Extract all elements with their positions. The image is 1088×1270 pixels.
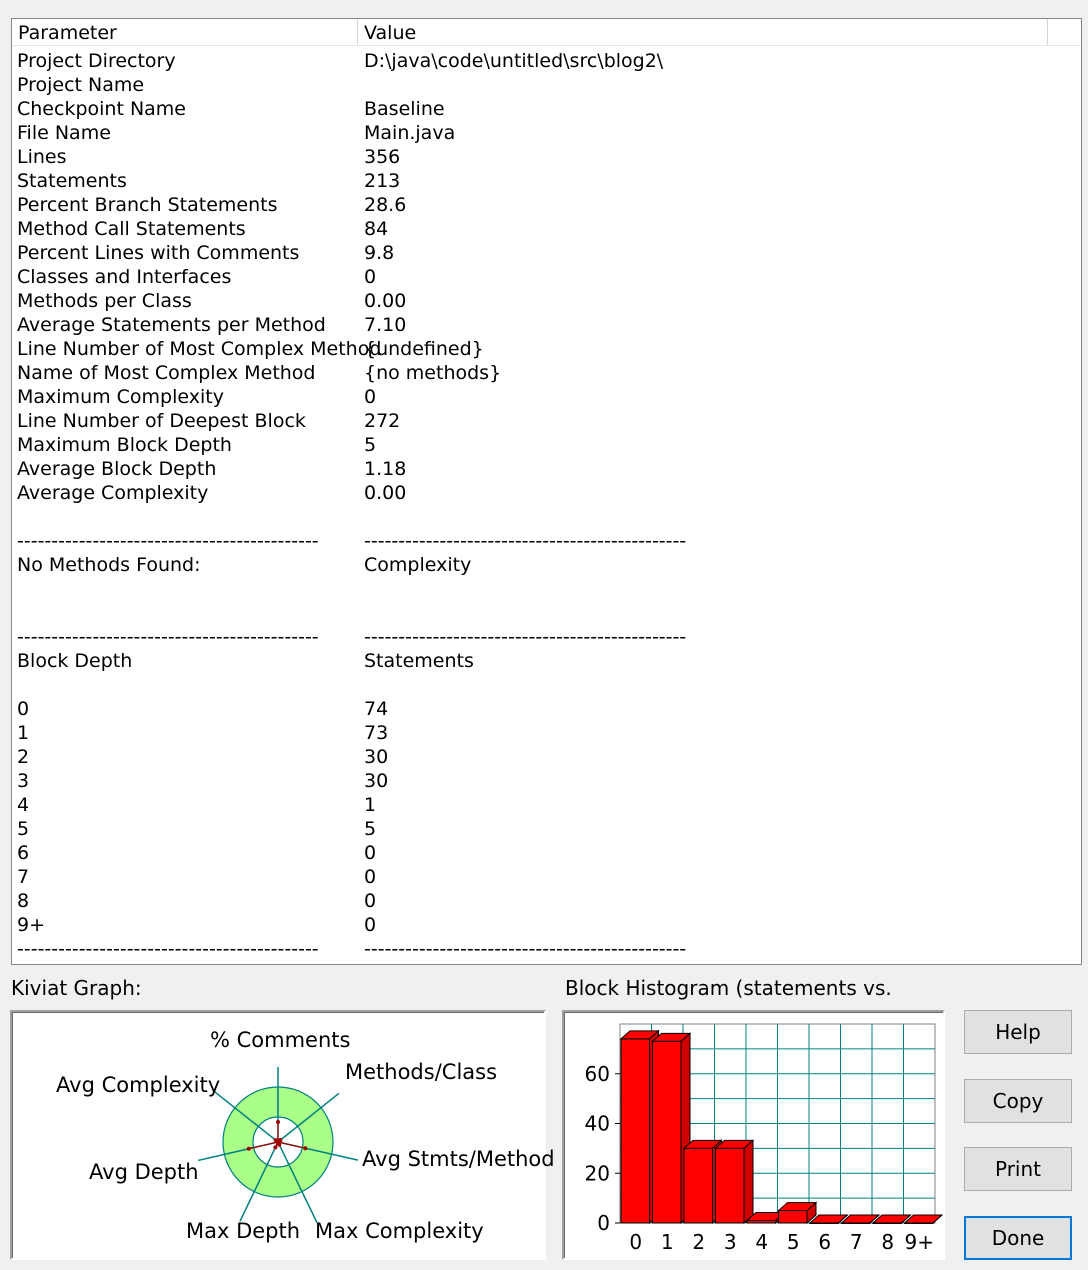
value-cell: 0.00 (364, 290, 407, 312)
histogram-bar (779, 1203, 817, 1223)
list-row[interactable] (12, 505, 1081, 529)
kiviat-value-point (276, 1120, 280, 1124)
value-cell: D:\java\code\untitled\src\blog2\ (364, 50, 664, 72)
kiviat-value-point (303, 1146, 307, 1150)
histogram-bar (716, 1140, 754, 1223)
list-row[interactable] (12, 553, 1081, 577)
value-cell: 74 (364, 698, 389, 720)
value-cell: ----------------------------------------------- (364, 530, 687, 552)
column-header-value[interactable]: Value (358, 19, 1048, 45)
histogram-x-tick-label: 7 (849, 1230, 863, 1254)
kiviat-value-point (273, 1145, 277, 1149)
histogram-x-tick-label: 6 (818, 1230, 832, 1254)
value-cell: 84 (364, 218, 389, 240)
parameter-cell: Name of Most Complex Method (17, 362, 316, 384)
list-row[interactable] (12, 601, 1081, 625)
value-cell: Main.java (364, 122, 456, 144)
parameter-cell: 9+ (17, 914, 46, 936)
histogram-x-tick-label: 0 (629, 1230, 643, 1254)
value-cell: 5 (364, 818, 377, 840)
parameter-cell: Line Number of Deepest Block (17, 410, 306, 432)
value-cell: ----------------------------------------------- (364, 938, 687, 960)
value-cell: 356 (364, 146, 401, 168)
list-row[interactable] (12, 313, 1081, 337)
help-button[interactable]: Help (964, 1010, 1072, 1054)
list-row[interactable] (12, 49, 1081, 73)
parameter-cell: Lines (17, 146, 67, 168)
histogram-y-tick-label: 0 (597, 1211, 610, 1235)
value-cell: {no methods} (364, 362, 502, 384)
value-cell: Baseline (364, 98, 445, 120)
metrics-list-view[interactable] (11, 18, 1082, 965)
histogram-panel (562, 1010, 945, 1260)
value-cell: 9.8 (364, 242, 395, 264)
parameter-cell: Checkpoint Name (17, 98, 186, 120)
histogram-x-tick-label: 4 (755, 1230, 769, 1254)
kiviat-label-max-complexity: Max Complexity (315, 1219, 484, 1243)
parameter-cell: 3 (17, 770, 30, 792)
column-header-filler (1048, 19, 1082, 45)
parameter-cell: Project Directory (17, 50, 176, 72)
kiviat-value-point (247, 1147, 251, 1151)
kiviat-label-methods-class: Methods/Class (345, 1060, 498, 1084)
histogram-x-tick-label: 1 (660, 1230, 674, 1254)
value-cell: 0 (364, 386, 377, 408)
value-cell: {undefined} (364, 338, 484, 360)
value-cell: 0 (364, 266, 377, 288)
list-row[interactable] (12, 169, 1081, 193)
list-row[interactable] (12, 97, 1081, 121)
value-cell: 272 (364, 410, 401, 432)
list-row[interactable] (12, 793, 1081, 817)
kiviat-label-max-depth: Max Depth (186, 1219, 301, 1243)
parameter-cell: 8 (17, 890, 30, 912)
column-header-parameter[interactable]: Parameter (12, 19, 358, 45)
list-row[interactable] (12, 673, 1081, 697)
list-row[interactable] (12, 577, 1081, 601)
list-row[interactable] (12, 361, 1081, 385)
parameter-cell: Classes and Interfaces (17, 266, 232, 288)
parameter-cell: Percent Lines with Comments (17, 242, 300, 264)
value-cell: 0.00 (364, 482, 407, 504)
value-cell: 0 (364, 914, 377, 936)
value-cell: 30 (364, 746, 389, 768)
parameter-cell: No Methods Found: (17, 554, 201, 576)
value-cell: 1 (364, 794, 377, 816)
list-row[interactable] (12, 841, 1081, 865)
list-row[interactable] (12, 385, 1081, 409)
print-button[interactable]: Print (964, 1147, 1072, 1191)
parameter-cell: 7 (17, 866, 30, 888)
parameter-cell: 1 (17, 722, 30, 744)
parameter-cell: Maximum Complexity (17, 386, 224, 408)
value-cell: 73 (364, 722, 389, 744)
histogram-x-tick-label: 5 (786, 1230, 800, 1254)
value-cell: 7.10 (364, 314, 407, 336)
list-row[interactable] (12, 433, 1081, 457)
list-row[interactable] (12, 769, 1081, 793)
parameter-cell: Percent Branch Statements (17, 194, 278, 216)
kiviat-label-avg-stmts: Avg Stmts/Method (362, 1147, 555, 1171)
histogram-x-tick-label: 3 (723, 1230, 737, 1254)
kiviat-graph-panel (10, 1010, 555, 1260)
copy-button[interactable]: Copy (964, 1079, 1072, 1123)
list-row[interactable] (12, 913, 1081, 937)
parameter-cell: 0 (17, 698, 30, 720)
parameter-cell: Block Depth (17, 650, 133, 672)
list-row[interactable] (12, 649, 1081, 673)
list-row[interactable] (12, 889, 1081, 913)
parameter-cell: File Name (17, 122, 111, 144)
list-row[interactable] (12, 697, 1081, 721)
histogram-x-tick-label: 8 (881, 1230, 895, 1254)
block-histogram (564, 1012, 943, 1258)
parameter-cell: Average Complexity (17, 482, 209, 504)
parameter-cell: Project Name (17, 74, 145, 96)
list-row[interactable] (12, 409, 1081, 433)
value-cell: 0 (364, 842, 377, 864)
kiviat-label-avg-depth: Avg Depth (89, 1160, 199, 1184)
histogram-x-tick-label: 2 (692, 1230, 706, 1254)
list-row[interactable] (12, 241, 1081, 265)
value-cell: 5 (364, 434, 377, 456)
parameter-cell: -------------------------------------------- (17, 938, 319, 960)
histogram-caption: Block Histogram (statements vs. (565, 976, 892, 1000)
list-row[interactable] (12, 265, 1081, 289)
list-header (12, 19, 1081, 46)
list-row[interactable] (12, 721, 1081, 745)
kiviat-label-comments: % Comments (210, 1028, 351, 1052)
list-row[interactable] (12, 865, 1081, 889)
value-cell: 213 (364, 170, 401, 192)
list-row[interactable] (12, 145, 1081, 169)
parameter-cell: -------------------------------------------- (17, 626, 319, 648)
value-cell: 30 (364, 770, 389, 792)
list-row[interactable] (12, 73, 1081, 97)
list-row[interactable] (12, 817, 1081, 841)
parameter-cell: Maximum Block Depth (17, 434, 232, 456)
parameter-cell: -------------------------------------------- (17, 530, 319, 552)
list-row[interactable] (12, 529, 1081, 553)
list-row[interactable] (12, 745, 1081, 769)
parameter-cell: 4 (17, 794, 30, 816)
kiviat-caption: Kiviat Graph: (11, 976, 142, 1000)
histogram-y-tick-label: 20 (584, 1161, 610, 1186)
histogram-x-tick-label: 9+ (904, 1230, 934, 1254)
histogram-y-tick-label: 60 (584, 1061, 610, 1086)
kiviat-label-avg-complexity: Avg Complexity (56, 1073, 221, 1097)
list-row[interactable] (12, 121, 1081, 145)
parameter-cell: Statements (17, 170, 127, 192)
parameter-cell: 2 (17, 746, 30, 768)
value-cell: 28.6 (364, 194, 407, 216)
list-row[interactable] (12, 625, 1081, 649)
value-cell: 0 (364, 866, 377, 888)
value-cell: Complexity (364, 554, 472, 576)
list-row[interactable] (12, 217, 1081, 241)
parameter-cell: 5 (17, 818, 30, 840)
value-cell: Statements (364, 650, 474, 672)
value-cell: ----------------------------------------------- (364, 626, 687, 648)
done-button[interactable]: Done (964, 1216, 1072, 1260)
parameter-cell: Average Statements per Method (17, 314, 326, 336)
parameter-cell: Methods per Class (17, 290, 192, 312)
list-row[interactable] (12, 289, 1081, 313)
parameter-cell: Method Call Statements (17, 218, 246, 240)
list-row[interactable] (12, 481, 1081, 505)
list-row[interactable] (12, 937, 1081, 961)
kiviat-center (276, 1140, 281, 1145)
parameter-cell: Line Number of Most Complex Method (17, 338, 382, 360)
list-row[interactable] (12, 193, 1081, 217)
value-cell: 0 (364, 890, 377, 912)
list-row[interactable] (12, 457, 1081, 481)
parameter-cell: 6 (17, 842, 30, 864)
histogram-y-tick-label: 40 (584, 1111, 610, 1136)
parameter-cell: Average Block Depth (17, 458, 217, 480)
value-cell: 1.18 (364, 458, 407, 480)
list-body (12, 49, 1081, 961)
list-row[interactable] (12, 337, 1081, 361)
